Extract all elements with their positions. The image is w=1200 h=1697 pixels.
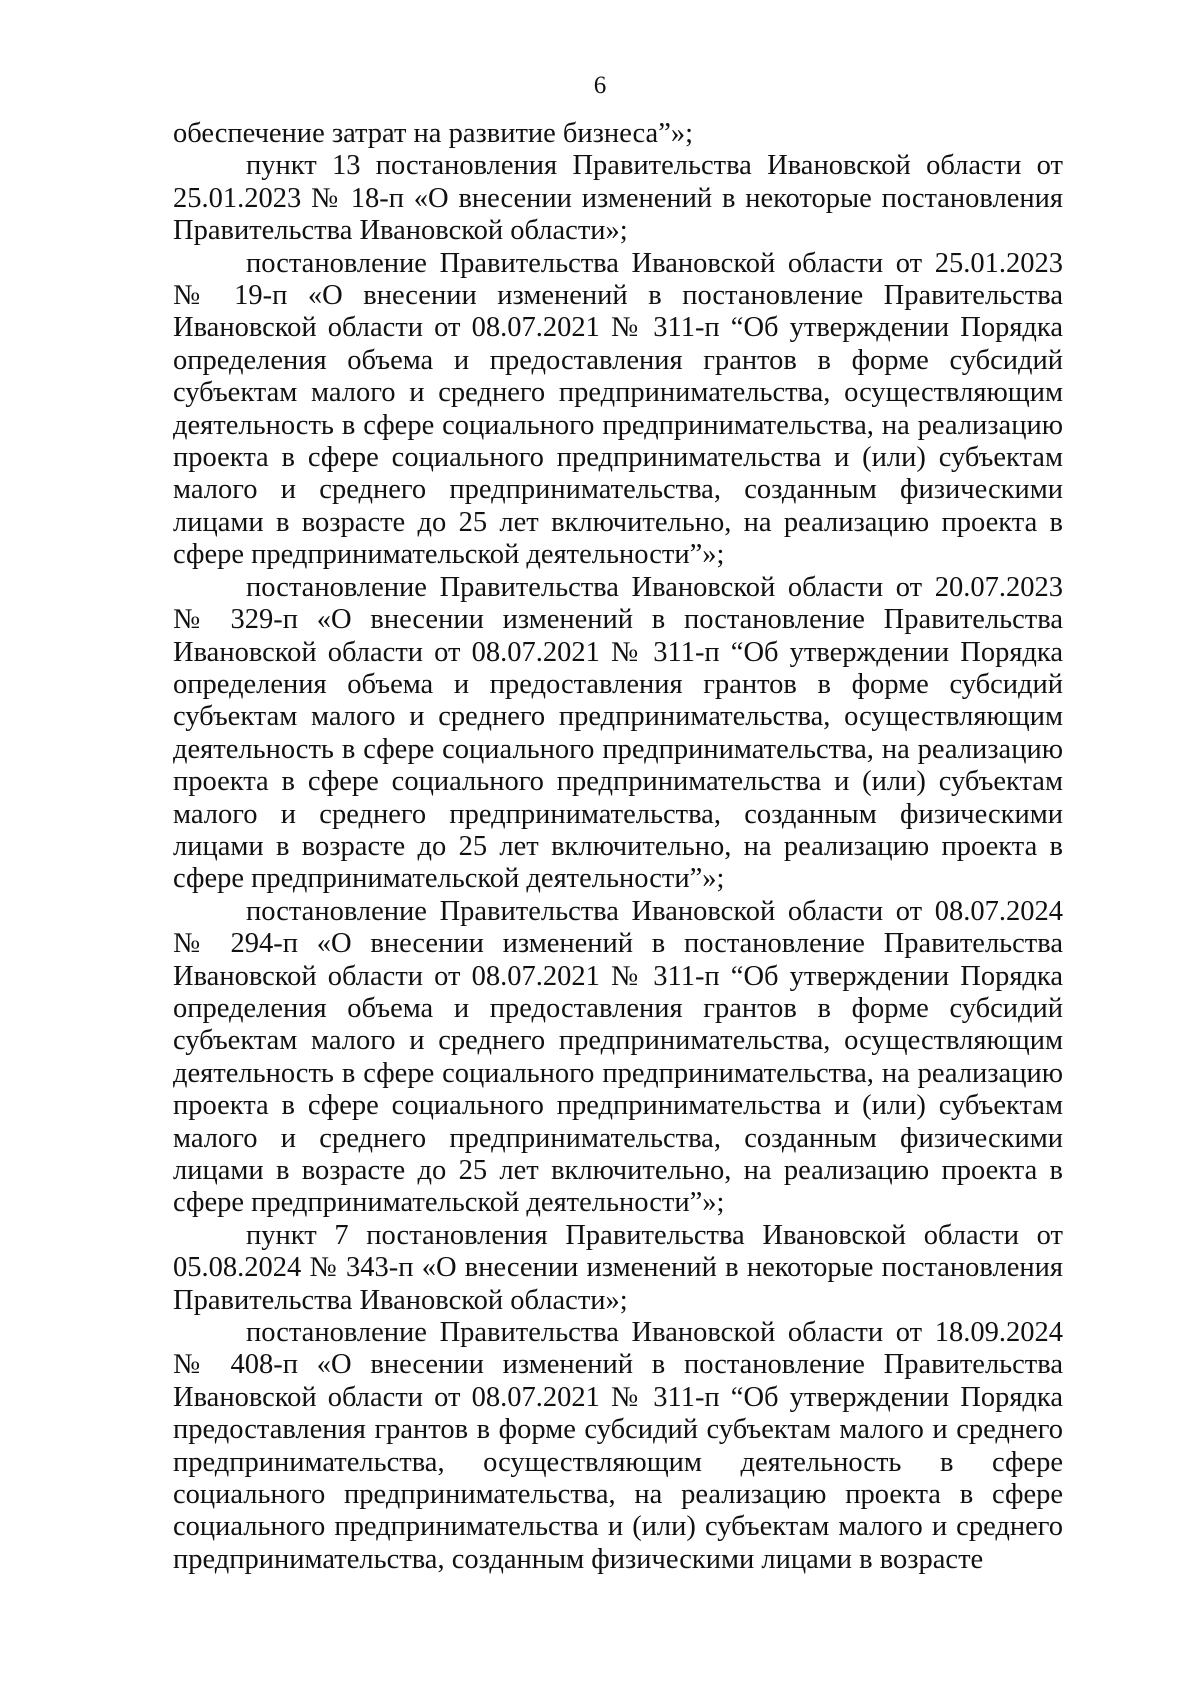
paragraph: пункт 7 постановления Правительства Ивановской области от 05.08.2024 № 343-п «О внесении изменений в некоторые постановления Правительства Ивановской области»; xyxy=(173,1219,1063,1316)
paragraph: постановление Правительства Ивановской области от 18.09.2024 № 408-п «О внесении изменений в постановление Правительства Ивановской области от 08.07.2021 № 311-п “Об утверждении Порядка предоставления грантов в форме субсидий субъектам малого и среднего предпринимательства, осуществляющим деятельность в сфере социального предпринимательства, на реализацию проекта в сфере социального предпринимательства и (или) субъектам малого и среднего предпринимательства, созданным физическими лицами в возрасте xyxy=(173,1317,1063,1575)
paragraph: постановление Правительства Ивановской области от 20.07.2023 № 329-п «О внесении изменений в постановление Правительства Ивановской области от 08.07.2021 № 311-п “Об утверждении Порядка определения объема и предоставления грантов в форме субсидий субъектам малого и среднего предпринимательства, осуществляющим деятельность в сфере социального предпринимательства, на реализацию проекта в сфере социального предпринимательства и (или) субъектам малого и среднего предпринимательства, созданным физическими лицами в возрасте до 25 лет включительно, на реализацию проекта в сфере предпринимательской деятельности”»; xyxy=(173,571,1063,895)
paragraph: пункт 13 постановления Правительства Ивановской области от 25.01.2023 № 18-п «О внесении изменений в некоторые постановления Правительства Ивановской области»; xyxy=(173,150,1063,247)
document-body xyxy=(173,118,1063,1576)
paragraph: постановление Правительства Ивановской области от 08.07.2024 № 294-п «О внесении изменений в постановление Правительства Ивановской области от 08.07.2021 № 311-п “Об утверждении Порядка определения объема и предоставления грантов в форме субсидий субъектам малого и среднего предпринимательства, осуществляющим деятельность в сфере социального предпринимательства, на реализацию проекта в сфере социального предпринимательства и (или) субъектам малого и среднего предпринимательства, созданным физическими лицами в возрасте до 25 лет включительно, на реализацию проекта в сфере предпринимательской деятельности”»; xyxy=(173,895,1063,1219)
page-number: 6 xyxy=(593,72,607,99)
paragraph: постановление Правительства Ивановской области от 25.01.2023 № 19-п «О внесении изменений в постановление Правительства Ивановской области от 08.07.2021 № 311-п “Об утверждении Порядка определения объема и предоставления грантов в форме субсидий субъектам малого и среднего предпринимательства, осуществляющим деятельность в сфере социального предпринимательства, на реализацию проекта в сфере социального предпринимательства и (или) субъектам малого и среднего предпринимательства, созданным физическими лицами в возрасте до 25 лет включительно, на реализацию проекта в сфере предпринимательской деятельности”»; xyxy=(173,247,1063,571)
paragraph: обеспечение затрат на развитие бизнеса”»; xyxy=(173,118,694,149)
